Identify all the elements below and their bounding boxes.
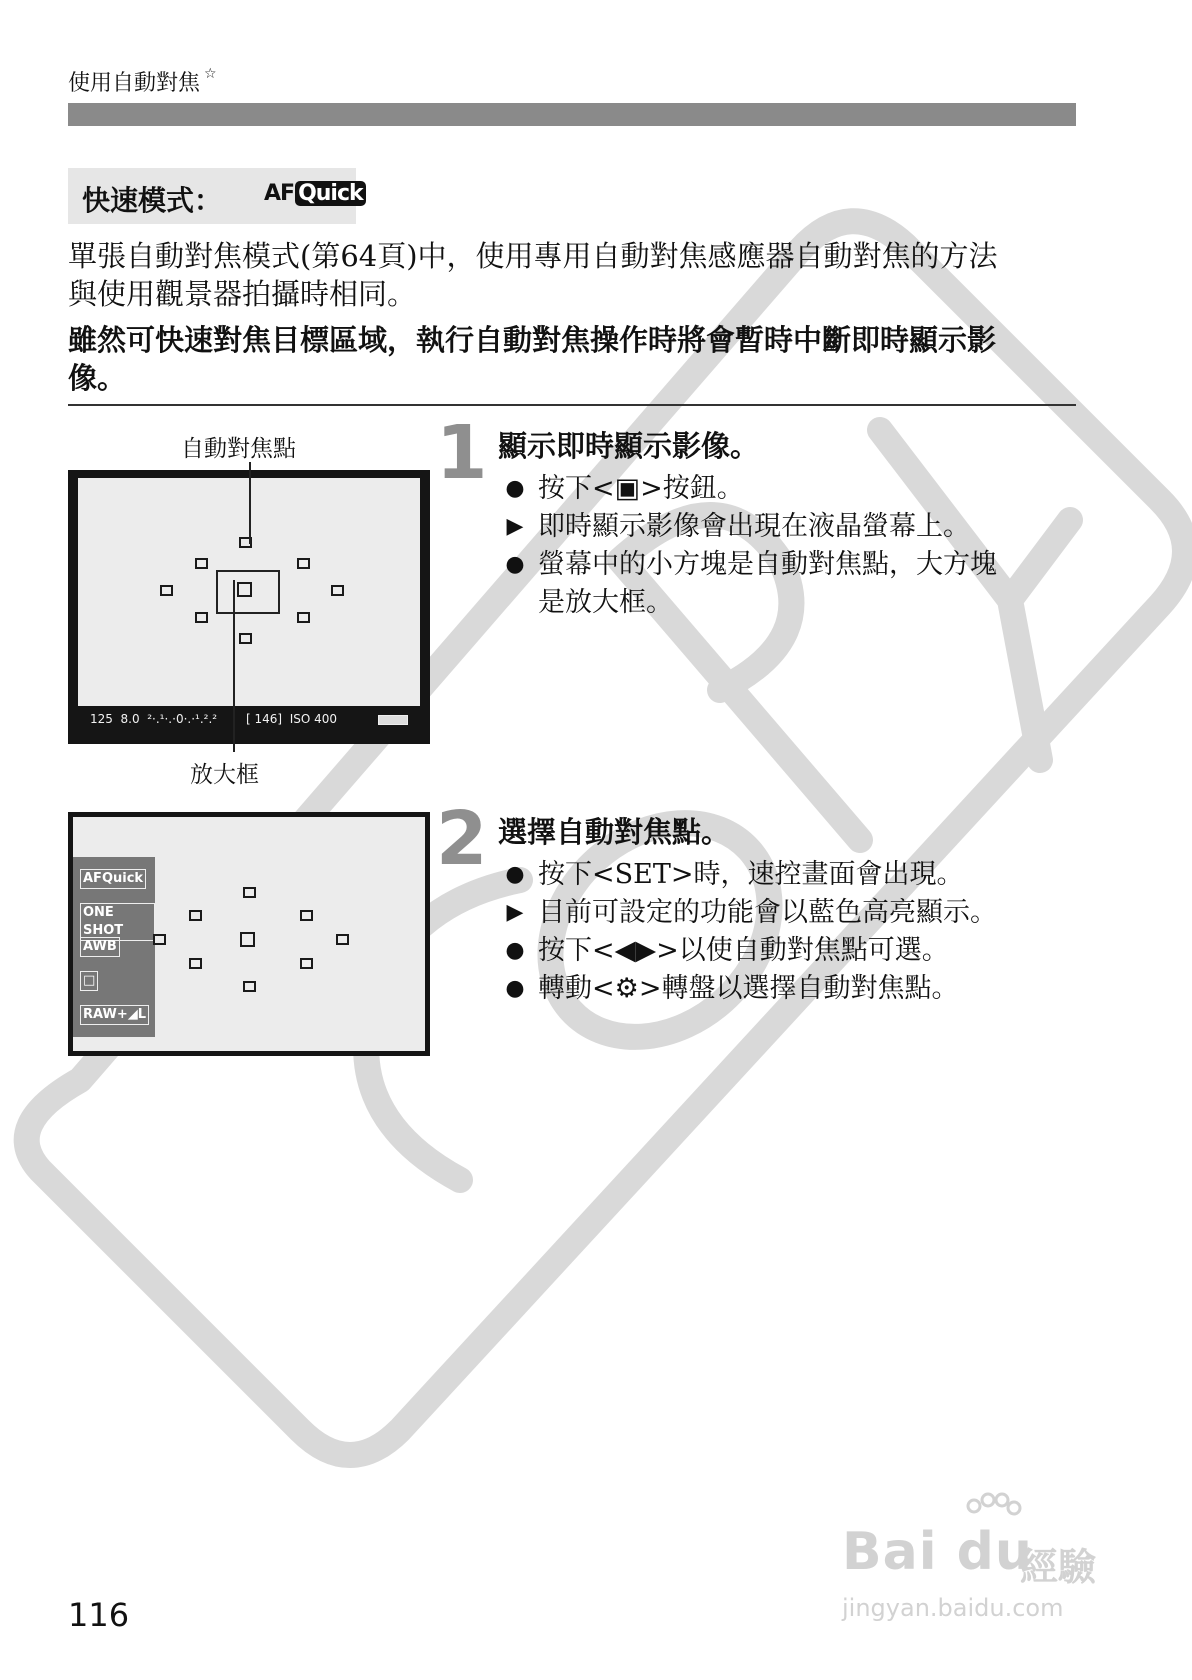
arrow-icon: ▶: [506, 900, 524, 925]
list-item: [500, 584, 1090, 622]
bullet-icon: ●: [505, 476, 525, 501]
image-quality-icon[interactable]: RAW+◢L: [80, 1005, 149, 1025]
af-point-leader-line: [249, 462, 251, 544]
page-number: 116: [68, 1596, 130, 1634]
af-point-bottom: [243, 981, 256, 992]
step-2-number: 2: [436, 796, 488, 882]
list-item: [500, 546, 1090, 584]
shots-iso-status: [ 146] ISO 400: [246, 712, 338, 726]
af-point-upper-right: [297, 558, 310, 569]
quick-control-panel: [73, 857, 155, 1037]
af-quick-badge: [264, 181, 366, 206]
section-divider: [68, 404, 1076, 406]
list-item: [500, 932, 1090, 970]
af-point-upper-left: [195, 558, 208, 569]
quick-control-screen: [68, 812, 430, 1056]
baidu-watermark: [842, 1492, 1122, 1632]
step-1-title: 顯示即時顯示影像。: [498, 429, 760, 463]
af-point-lower-right: [300, 958, 313, 969]
list-item-text: 按下<◀▶>以使自動對焦點可選。: [538, 935, 949, 966]
af-label: AF: [264, 181, 295, 206]
baidu-url: jingyan.baidu.com: [842, 1594, 1064, 1622]
list-item-text: 螢幕中的小方塊是自動對焦點，大方塊: [538, 549, 997, 580]
bullet-icon: ●: [505, 976, 525, 1001]
running-title: 使用自動對焦: [68, 71, 201, 96]
list-item-text: 按下<SET>時，速控畫面會出現。: [538, 859, 964, 890]
arrow-icon: ▶: [506, 514, 524, 539]
list-item-text: 即時顯示影像會出現在液晶螢幕上。: [538, 511, 970, 542]
zoom-frame-leader-line: [233, 580, 235, 752]
list-item: [500, 894, 1090, 932]
header-bar: [68, 103, 1076, 126]
list-item-text: 是放大框。: [538, 587, 673, 618]
battery-icon: [378, 715, 408, 725]
af-point-left: [160, 585, 173, 596]
af-point-callout: 自動對焦點: [181, 436, 296, 462]
jingyan-logo-text: 經驗: [1020, 1545, 1097, 1589]
bullet-icon: ●: [505, 938, 525, 963]
list-item: [500, 970, 1090, 1008]
bullet-icon: ●: [505, 862, 525, 887]
af-point-lower-left: [189, 958, 202, 969]
af-point-center: [237, 582, 252, 597]
list-item: [500, 508, 1090, 546]
af-point-top: [243, 887, 256, 898]
zoom-frame-callout: 放大框: [190, 762, 259, 788]
af-quick-icon[interactable]: AFQuick: [80, 869, 146, 889]
step-2-list: [500, 856, 1090, 1008]
running-header: [68, 66, 217, 97]
af-point-lower-right: [297, 612, 310, 623]
section-title-box: [68, 168, 363, 224]
star-icon: ☆: [204, 66, 217, 82]
list-item: [500, 856, 1090, 894]
intro-line-2: 與使用觀景器拍攝時相同。: [68, 277, 417, 311]
step-1-number: 1: [436, 410, 488, 496]
exposure-status: 125 8.0 ²·.¹·.·0·.·¹.².²: [90, 712, 218, 726]
list-item-text: 轉動<⚙>轉盤以選擇自動對焦點。: [538, 973, 959, 1004]
intro-line-3: 雖然可快速對焦目標區域，執行自動對焦操作時將會暫時中斷即時顯示影: [68, 323, 997, 357]
quick-label: Quick: [295, 181, 366, 206]
list-item-text: 目前可設定的功能會以藍色高亮顯示。: [538, 897, 997, 928]
af-point-bottom: [239, 633, 252, 644]
section-title: 快速模式：: [82, 184, 223, 217]
picture-style-icon[interactable]: □: [80, 971, 98, 991]
af-point-upper-left: [189, 910, 202, 921]
af-point-center: [240, 932, 255, 947]
quick-control-image: [73, 817, 425, 1051]
bullet-icon: ●: [505, 552, 525, 577]
intro-line-4: 像。: [68, 361, 127, 395]
af-point-right: [336, 934, 349, 945]
drive-mode-icon[interactable]: ONE SHOT: [80, 903, 155, 941]
white-balance-icon[interactable]: AWB: [80, 937, 120, 957]
list-item: [500, 470, 1090, 508]
intro-line-1: 單張自動對焦模式(第64頁)中，使用專用自動對焦感應器自動對焦的方法: [68, 239, 998, 273]
af-point-lower-left: [195, 612, 208, 623]
af-point-right: [331, 585, 344, 596]
list-item-text: 按下<▣>按鈕。: [538, 473, 744, 504]
af-point-upper-right: [300, 910, 313, 921]
baidu-logo-text: Bai du: [842, 1522, 1033, 1582]
step-2-title: 選擇自動對焦點。: [498, 815, 731, 849]
step-1-list: [500, 470, 1090, 622]
af-point-left: [153, 934, 166, 945]
